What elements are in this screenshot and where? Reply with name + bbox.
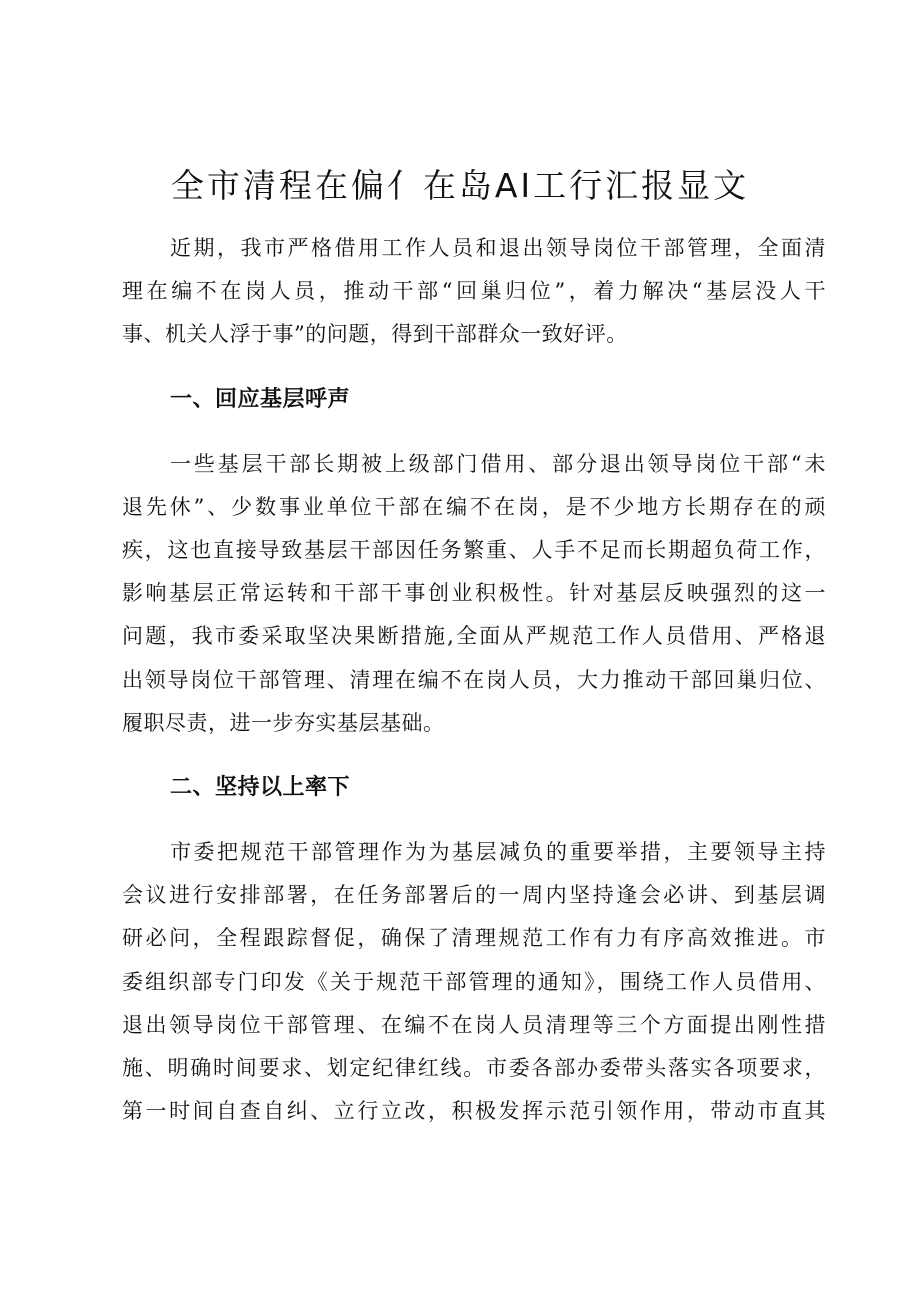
paragraph-section-2 xyxy=(122,831,826,1133)
paragraph-line: 问题，我市委采取坚决果断措施,全面从严规范工作人员借用、严格退 xyxy=(122,624,826,649)
paragraph-line: 委组织部专门印发《关于规范干部管理的通知》，围绕工作人员借用、 xyxy=(122,969,826,994)
document-body xyxy=(122,227,826,1133)
paragraph-line: 理在编不在岗人员，推动干部“回巢归位”，着力解决“基层没人干 xyxy=(122,279,826,304)
paragraph-line: 事、机关人浮于事”的问题，得到干部群众一致好评。 xyxy=(122,322,628,347)
paragraph-line: 会议进行安排部署，在任务部署后的一周内坚持逢会必讲、到基层调 xyxy=(122,883,826,908)
paragraph-line: 退先休”、少数事业单位干部在编不在岗，是不少地方长期存在的顽 xyxy=(122,494,826,519)
paragraph-line: 退出领导岗位干部管理、在编不在岗人员清理等三个方面提出刚性措 xyxy=(122,1012,826,1037)
section-heading-1: 一、回应基层呼声 xyxy=(170,386,351,412)
paragraph-line: 影响基层正常运转和干部干事创业积极性。针对基层反映强烈的这一 xyxy=(122,581,826,606)
document-title: 全市清程在偏亻在岛AI工行汇报显文 xyxy=(170,166,750,205)
paragraph-section-1 xyxy=(122,443,826,745)
paragraph-line: 履职尽责，进一步夯实基层基础。 xyxy=(122,710,445,735)
paragraph-line: 施、明确时间要求、划定纪律红线。市委各部办委带头落实各项要求， xyxy=(122,1056,826,1081)
paragraph-line: 出领导岗位干部管理、清理在编不在岗人员，大力推动干部回巢归位、 xyxy=(122,667,826,692)
paragraph-line: 近期，我市严格借用工作人员和退出领导岗位干部管理，全面清 xyxy=(170,236,826,260)
paragraph-line: 市委把规范干部管理作为为基层减负的重要举措，主要领导主持 xyxy=(170,840,826,865)
paragraph-line: 疾，这也直接导致基层干部因任务繁重、人手不足而长期超负荷工作， xyxy=(122,538,826,563)
paragraph-line: 一些基层干部长期被上级部门借用、部分退出领导岗位干部“未 xyxy=(170,451,826,476)
paragraph-line: 研必问，全程跟踪督促，确保了清理规范工作有力有序高效推进。市 xyxy=(122,926,826,951)
paragraph-line: 第一时间自查自纠、立行立改，积极发挥示范引领作用，带动市直其 xyxy=(122,1099,826,1124)
paragraph-intro xyxy=(122,227,826,357)
section-heading-2: 二、坚持以上率下 xyxy=(170,775,351,801)
